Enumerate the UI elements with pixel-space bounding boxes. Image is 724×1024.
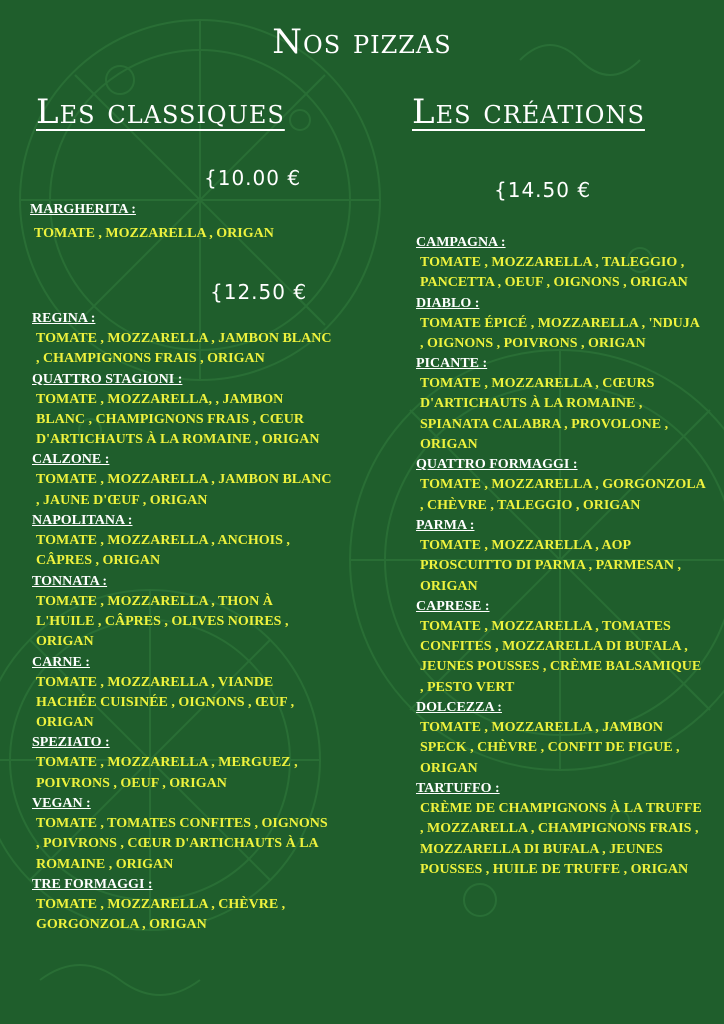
- pizza-item: [32, 733, 332, 794]
- pizza-ingredients: TOMATE , MOZZARELLA , JAMBON BLANC , CHAMPIGNONS FRAIS , ORIGAN: [36, 331, 332, 367]
- pizza-item: [30, 200, 330, 244]
- page-title: Nos pizzas: [272, 22, 452, 62]
- pizza-name: QUATTRO FORMAGGI :: [416, 457, 578, 473]
- pizza-ingredients: TOMATE , MOZZARELLA , JAMBON BLANC , JAUNE D'ŒUF , ORIGAN: [36, 472, 332, 508]
- creations-list: [416, 233, 706, 880]
- creations-heading: Les créations: [412, 92, 645, 132]
- pizza-ingredients: TOMATE , MOZZARELLA , ORIGAN: [34, 226, 274, 241]
- pizza-name: SPEZIATO :: [32, 735, 110, 751]
- pizza-ingredients: TOMATE , MOZZARELLA , JAMBON SPECK , CHÈVRE , CONFIT DE FIGUE , ORIGAN: [420, 720, 680, 776]
- pizza-ingredients: TOMATE , MOZZARELLA , MERGUEZ , POIVRONS , OEUF , ORIGAN: [36, 755, 298, 791]
- pizza-name: CARNE :: [32, 654, 90, 670]
- pizza-item: [416, 597, 706, 698]
- pizza-item: [32, 450, 332, 511]
- pizza-ingredients: TOMATE , MOZZARELLA , GORGONZOLA , CHÈVRE , TALEGGIO , ORIGAN: [420, 477, 705, 513]
- pizza-item: [32, 511, 332, 572]
- pizza-name: QUATTRO STAGIONI :: [32, 371, 183, 387]
- pizza-ingredients: CRÈME DE CHAMPIGNONS À LA TRUFFE , MOZZARELLA , CHAMPIGNONS FRAIS , MOZZARELLA DI BUFALA , JEUNES POUSSES , HUILE DE TRUFFE , ORIGAN: [420, 800, 702, 877]
- classiques-group-b: [32, 309, 332, 936]
- pizza-ingredients: TOMATE , MOZZARELLA , TALEGGIO , PANCETTA , OEUF , OIGNONS , ORIGAN: [420, 255, 688, 291]
- pizza-item: [32, 653, 332, 734]
- pizza-ingredients: TOMATE ÉPICÉ , MOZZARELLA , 'NDUJA , OIGNONS , POIVRONS , ORIGAN: [420, 315, 700, 351]
- creations-price-14: {14.50 €: [494, 178, 592, 202]
- pizza-item: [32, 572, 332, 653]
- classiques-price-10: {10.00 €: [204, 166, 302, 190]
- pizza-item: [32, 794, 332, 875]
- classiques-group-a: [30, 200, 330, 244]
- pizza-item: [416, 354, 706, 455]
- pizza-item: [32, 309, 332, 370]
- pizza-item: [32, 875, 332, 936]
- pizza-item: [32, 370, 332, 451]
- pizza-name: CAPRESE :: [416, 598, 490, 614]
- pizza-ingredients: TOMATE , MOZZARELLA , CHÈVRE , GORGONZOLA , ORIGAN: [36, 896, 286, 933]
- pizza-ingredients: TOMATE , MOZZARELLA , CŒURS D'ARTICHAUTS À LA ROMAINE , SPIANATA CALABRA , PROVOLONE , ORIGAN: [420, 376, 669, 453]
- pizza-ingredients: TOMATE , MOZZARELLA , AOP PROSCUITTO DI PARMA , PARMESAN , ORIGAN: [420, 537, 681, 594]
- pizza-name: TRE FORMAGGI :: [32, 876, 153, 892]
- pizza-ingredients: TOMATE , MOZZARELLA , ANCHOIS , CÂPRES , ORIGAN: [36, 533, 290, 569]
- pizza-ingredients: TOMATE , MOZZARELLA , THON À L'HUILE , CÂPRES , OLIVES NOIRES , ORIGAN: [36, 593, 289, 650]
- pizza-item: [416, 698, 706, 779]
- pizza-item: [416, 455, 706, 516]
- pizza-item: [416, 516, 706, 597]
- pizza-name: DIABLO :: [416, 295, 480, 311]
- pizza-item: [416, 294, 706, 355]
- pizza-name: TONNATA :: [32, 573, 108, 589]
- pizza-name: MARGHERITA :: [30, 202, 136, 217]
- pizza-name: NAPOLITANA :: [32, 513, 133, 529]
- pizza-name: DOLCEZZA :: [416, 700, 502, 716]
- pizza-ingredients: TOMATE , MOZZARELLA , TOMATES CONFITES , MOZZARELLA DI BUFALA , JEUNES POUSSES , CRÈME BALSAMIQUE , PESTO VERT: [420, 618, 702, 695]
- pizza-ingredients: TOMATE , MOZZARELLA , VIANDE HACHÉE CUISINÉE , OIGNONS , ŒUF , ORIGAN: [36, 674, 295, 731]
- pizza-name: CALZONE :: [32, 452, 110, 468]
- pizza-name: PARMA :: [416, 517, 475, 533]
- pizza-ingredients: TOMATE , MOZZARELLA, , JAMBON BLANC , CHAMPIGNONS FRAIS , CŒUR D'ARTICHAUTS À LA ROMAINE , ORIGAN: [36, 391, 320, 448]
- pizza-name: REGINA :: [32, 311, 96, 326]
- classiques-heading: Les classiques: [36, 92, 285, 132]
- pizza-name: PICANTE :: [416, 356, 488, 372]
- pizza-name: VEGAN :: [32, 796, 91, 812]
- pizza-item: [416, 233, 706, 294]
- pizza-name: TARTUFFO :: [416, 780, 500, 796]
- pizza-ingredients: TOMATE , TOMATES CONFITES , OIGNONS , POIVRONS , CŒUR D'ARTICHAUTS À LA ROMAINE , ORIGAN: [36, 816, 328, 872]
- pizza-name: CAMPAGNA :: [416, 235, 506, 250]
- classiques-price-12: {12.50 €: [210, 280, 308, 304]
- pizza-item: [416, 779, 706, 880]
